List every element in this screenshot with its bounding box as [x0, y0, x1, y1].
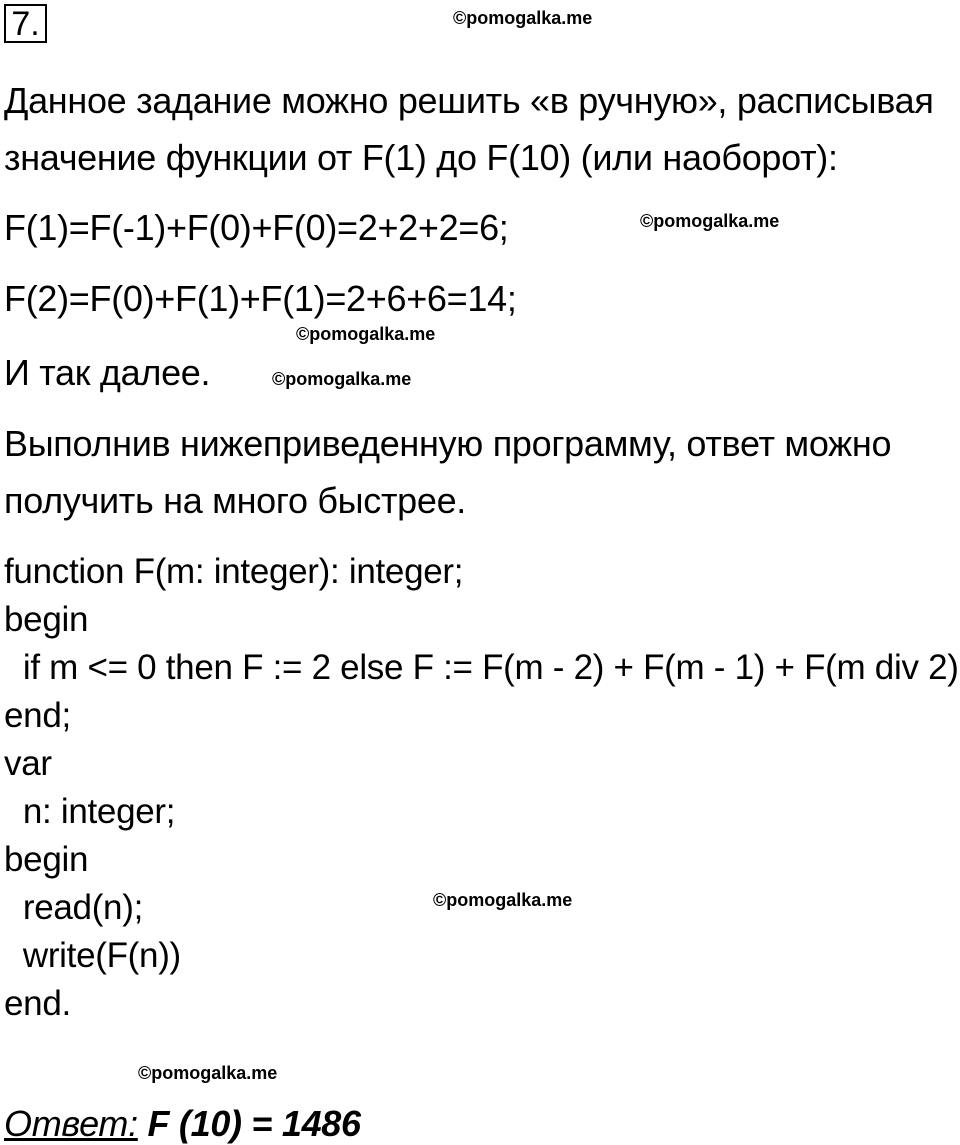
and-so-on-text: И так далее. — [4, 352, 211, 393]
intro-line-2: значение функции от F(1) до F(10) (или наоборот): — [4, 137, 838, 178]
code-line-10: end. — [4, 984, 71, 1023]
code-line-6: n: integer; — [4, 792, 176, 831]
program-intro-line-2: получить на много быстрее. — [4, 480, 467, 521]
watermark: ©pomogalka.me — [296, 324, 436, 344]
code-line-8: read(n); — [4, 888, 143, 927]
answer-value: F (10) = 1486 — [147, 1103, 361, 1144]
answer-label: Ответ: — [4, 1103, 138, 1144]
code-line-1: function F(m: integer): integer; — [4, 552, 464, 591]
code-line-4: end; — [4, 696, 71, 735]
intro-line-1: Данное задание можно решить «в ручную», расписывая — [4, 80, 934, 121]
calc-line-2: F(2)=F(0)+F(1)+F(1)=2+6+6=14; — [4, 278, 517, 319]
code-line-3: if m <= 0 then F := 2 else F := F(m - 2) + F(m - 1) + F(m div 2) — [4, 648, 959, 687]
code-line-7: begin — [4, 840, 89, 879]
code-line-9: write(F(n)) — [4, 936, 181, 975]
answer — [4, 1103, 361, 1145]
watermark: ©pomogalka.me — [138, 1063, 278, 1083]
watermark: ©pomogalka.me — [272, 369, 412, 389]
watermark: ©pomogalka.me — [640, 211, 780, 231]
task-number: 7. — [4, 4, 47, 43]
code-line-5: var — [4, 744, 52, 783]
calc-line-1: F(1)=F(-1)+F(0)+F(0)=2+2+2=6; — [4, 207, 509, 248]
watermark: ©pomogalka.me — [433, 890, 573, 910]
code-line-2: begin — [4, 600, 89, 639]
program-intro-line-1: Выполнив нижеприведенную программу, ответ можно — [4, 423, 892, 464]
watermark: ©pomogalka.me — [453, 8, 593, 28]
